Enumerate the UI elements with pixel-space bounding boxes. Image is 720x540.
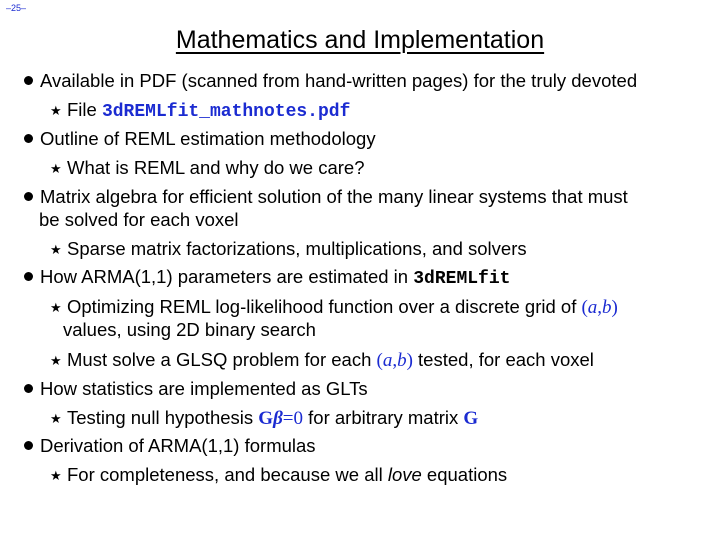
file-prefix: File (67, 99, 102, 120)
slide-title: Mathematics and Implementation (175, 26, 545, 54)
item-text (67, 348, 594, 372)
star-bullet-icon: ★ (50, 411, 62, 426)
ab-comma: , (597, 297, 603, 318)
bullet-dot-icon (24, 384, 33, 393)
null-prefix: Testing null hypothesis (67, 407, 259, 428)
item-text: What is REML and why do we care? (67, 157, 365, 178)
deriv-prefix: For completeness, and because we all (67, 464, 388, 485)
item-text: Sparse matrix factorizations, multiplications, and solvers (67, 238, 527, 259)
ab-close: ) (611, 297, 618, 318)
item-text (67, 98, 350, 124)
bullet-dot-icon (24, 192, 33, 201)
bullet-dot-icon (24, 134, 33, 143)
item-text: Matrix algebra for efficient solution of the many linear systems that must (40, 186, 628, 207)
item-text-continued: values, using 2D binary search (63, 319, 316, 340)
arma-prefix: How ARMA(1,1) parameters are estimated in (40, 266, 414, 287)
star-bullet-icon: ★ (50, 353, 62, 368)
page-number: –25– (6, 3, 27, 13)
bullet-dot-icon (24, 441, 33, 450)
ab-open: ( (376, 350, 383, 371)
item-text (67, 406, 478, 430)
math-G: G (258, 408, 274, 429)
item-text: Available in PDF (scanned from hand-written pages) for the truly devoted (40, 70, 638, 91)
star-bullet-icon: ★ (50, 300, 62, 315)
item-text (40, 265, 510, 291)
pdf-filename: 3dREMLfit_mathnotes.pdf (101, 102, 351, 122)
item-text (67, 295, 618, 319)
star-bullet-icon: ★ (50, 468, 62, 483)
item-text-continued: be solved for each voxel (39, 209, 239, 230)
star-bullet-icon: ★ (50, 242, 62, 257)
deriv-suffix: equations (421, 464, 508, 485)
item-text: How statistics are implemented as GLTs (40, 378, 368, 399)
math-eq-zero: =0 (282, 408, 304, 429)
math-b: b (397, 350, 407, 371)
bullet-dot-icon (24, 272, 33, 281)
null-mid: for arbitrary matrix (303, 407, 464, 428)
program-name: 3dREMLfit (413, 269, 511, 289)
math-a: a (587, 297, 598, 318)
glsq-suffix: tested, for each voxel (412, 349, 594, 370)
math-beta: β (273, 408, 283, 429)
emphasis-love: love (387, 464, 422, 485)
star-bullet-icon: ★ (50, 161, 62, 176)
star-bullet-icon: ★ (50, 103, 62, 118)
ab-comma: , (392, 350, 398, 371)
grid-text: Optimizing REML log-likelihood function over a discrete grid of (67, 296, 582, 317)
item-text: Derivation of ARMA(1,1) formulas (40, 435, 316, 456)
bullet-dot-icon (24, 76, 33, 85)
ab-close: ) (406, 350, 413, 371)
item-text: Outline of REML estimation methodology (40, 128, 376, 149)
ab-open: ( (581, 297, 588, 318)
glsq-prefix: Must solve a GLSQ problem for each (67, 349, 377, 370)
item-text (67, 463, 507, 486)
math-G: G (463, 408, 479, 429)
math-b: b (602, 297, 612, 318)
math-a: a (382, 350, 393, 371)
